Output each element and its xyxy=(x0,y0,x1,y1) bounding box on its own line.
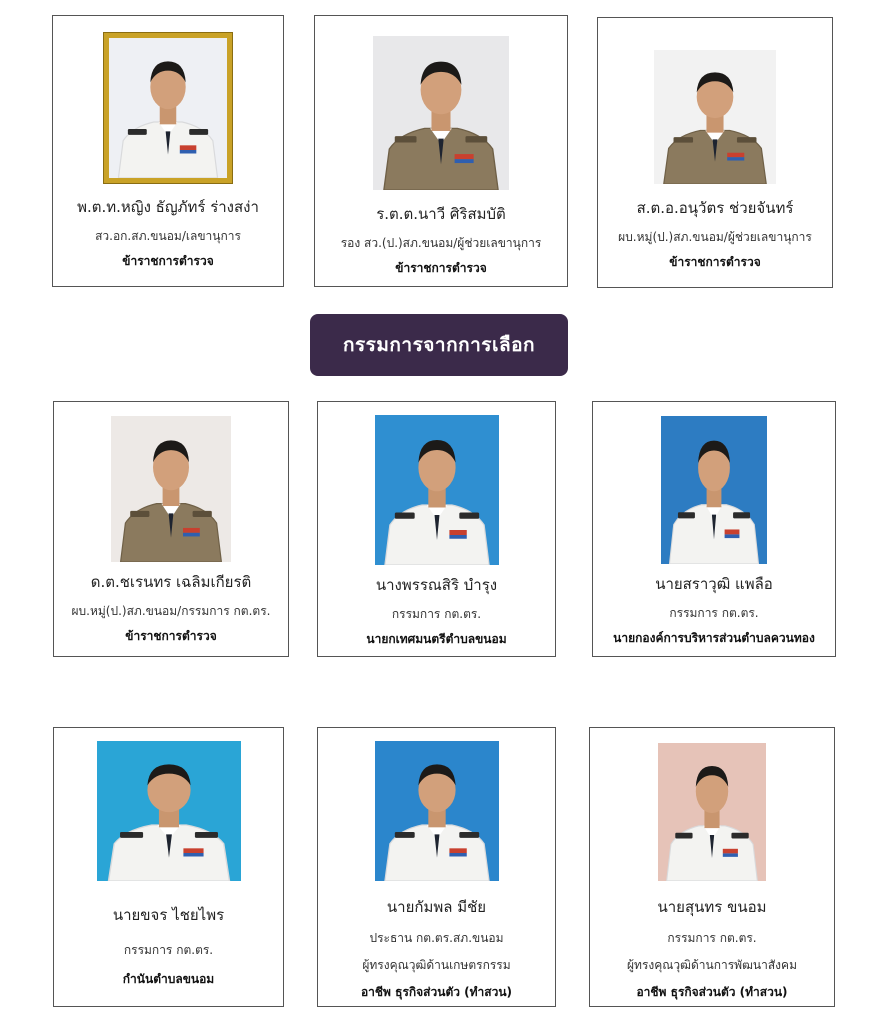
member-name: ร.ต.ต.นาวี ศิริสมบัติ xyxy=(376,205,506,223)
member-role: ผบ.หมู่(ป.)สภ.ขนอม/ผู้ช่วยเลขานุการ xyxy=(618,230,812,244)
member-name: ส.ต.อ.อนุวัตร ช่วยจันทร์ xyxy=(636,199,794,217)
member-card xyxy=(589,727,835,1007)
section-title: กรรมการจากการเลือก xyxy=(310,314,568,376)
member-photo xyxy=(104,33,232,183)
member-affiliation: นายกเทศมนตรีตำบลขนอม xyxy=(366,632,507,646)
member-role: ผู้ทรงคุณวุฒิด้านเกษตรกรรม xyxy=(362,958,511,972)
member-card xyxy=(317,727,556,1007)
member-card xyxy=(592,401,836,657)
portrait-image xyxy=(111,416,231,562)
member-role: กรรมการ กต.ตร. xyxy=(391,607,482,621)
portrait-image xyxy=(97,741,241,881)
member-affiliation: ข้าราชการตำรวจ xyxy=(122,254,214,268)
member-photo xyxy=(373,36,509,190)
member-role: สว.อก.สภ.ขนอม/เลขานุการ xyxy=(95,229,241,243)
member-card xyxy=(597,17,833,288)
member-affiliation: กำนันตำบลขนอม xyxy=(122,972,215,986)
member-card xyxy=(53,401,289,657)
member-card xyxy=(53,727,284,1007)
portrait-image xyxy=(373,36,509,190)
portrait-image xyxy=(658,743,766,881)
member-photo xyxy=(111,416,231,562)
member-role: ประธาน กต.ตร.สภ.ขนอม xyxy=(369,931,504,945)
member-name: นางพรรณสิริ บำรุง xyxy=(375,576,498,594)
member-photo xyxy=(654,50,776,184)
member-photo xyxy=(658,743,766,881)
member-role: ผู้ทรงคุณวุฒิด้านการพัฒนาสังคม xyxy=(627,958,797,972)
member-affiliation: อาชีพ ธุรกิจส่วนตัว (ทำสวน) xyxy=(636,985,788,999)
member-affiliation: ข้าราชการตำรวจ xyxy=(669,255,761,269)
portrait-image xyxy=(654,50,776,184)
member-name: นายสราวุฒิ แพลือ xyxy=(655,575,773,593)
member-affiliation: ข้าราชการตำรวจ xyxy=(125,629,217,643)
member-affiliation: นายกองค์การบริหารส่วนตำบลควนทอง xyxy=(613,631,815,645)
member-name: พ.ต.ท.หญิง ธัญภัทร์ ร่างสง่า xyxy=(77,198,259,216)
member-role: ผบ.หมู่(ป.)สภ.ขนอม/กรรมการ กต.ตร. xyxy=(71,604,271,618)
member-name: นายขจร ไชยไพร xyxy=(112,906,225,924)
member-card xyxy=(314,15,568,287)
member-card xyxy=(52,15,284,287)
portrait-image xyxy=(375,415,499,565)
member-name: นายสุนทร ขนอม xyxy=(657,898,767,916)
member-affiliation: ข้าราชการตำรวจ xyxy=(395,261,487,275)
member-role: รอง สว.(ป.)สภ.ขนอม/ผู้ช่วยเลขานุการ xyxy=(340,236,542,250)
member-role: กรรมการ กต.ตร. xyxy=(123,943,214,957)
portrait-image xyxy=(109,38,227,178)
member-photo xyxy=(661,416,767,564)
member-name: นายกัมพล มีชัย xyxy=(386,898,487,916)
member-role: กรรมการ กต.ตร. xyxy=(667,931,757,945)
member-affiliation: อาชีพ ธุรกิจส่วนตัว (ทำสวน) xyxy=(360,985,513,999)
member-photo xyxy=(375,741,499,881)
member-card xyxy=(317,401,556,657)
portrait-image xyxy=(661,416,767,564)
member-name: ด.ต.ชเรนทร เฉลิมเกียรติ xyxy=(90,573,252,591)
member-photo xyxy=(375,415,499,565)
member-role: กรรมการ กต.ตร. xyxy=(669,606,759,620)
portrait-image xyxy=(375,741,499,881)
member-photo xyxy=(97,741,241,881)
